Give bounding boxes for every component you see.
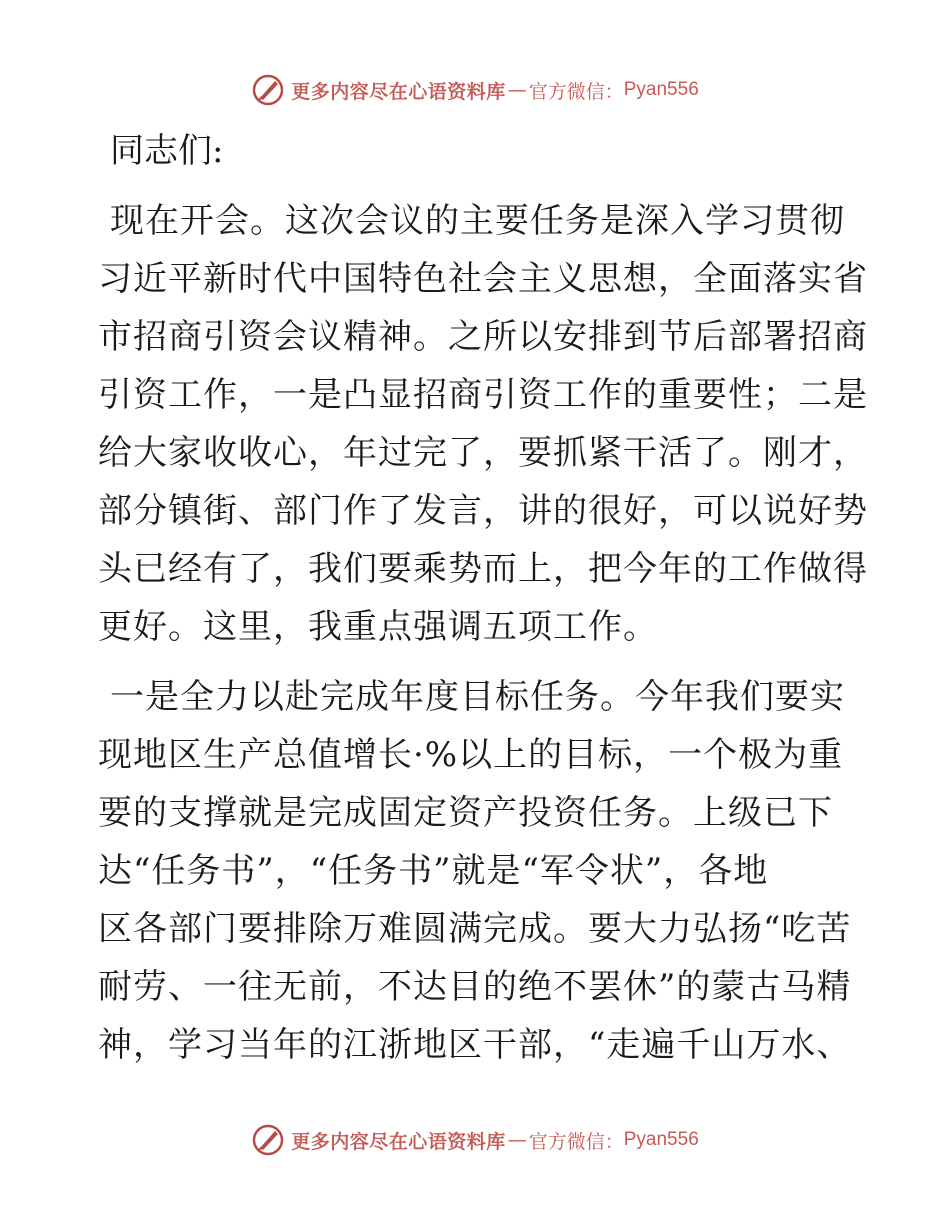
salutation: 同志们: — [110, 131, 224, 171]
paragraph-line: 习近平新时代中国特色社会主义思想，全面落实省 — [98, 259, 868, 299]
banner-separator: — — [507, 79, 527, 101]
header-banner — [0, 70, 950, 110]
paragraph-line: 现在开会。这次会议的主要任务是深入学习贯彻 — [110, 201, 845, 241]
paragraph-1 — [98, 192, 868, 656]
paragraph-line: 更好。这里，我重点强调五项工作。 — [98, 607, 658, 647]
paragraph-line: 达“任务书”，“任务书”就是“军令状”，各地 — [98, 851, 769, 891]
paragraph-line: 现地区生产总值增长·%以上的目标，一个极为重 — [98, 735, 844, 775]
banner-label: 官方微信： — [528, 1130, 624, 1153]
paragraph-line: 一是全力以赴完成年度目标任务。今年我们要实 — [110, 677, 845, 717]
banner-wechat-id: Pyan556 — [623, 1129, 699, 1150]
paragraph-2 — [98, 668, 858, 1074]
banner-wechat-id: Pyan556 — [623, 79, 699, 100]
paragraph-line: 耐劳、一往无前，不达目的绝不罢休”的蒙古马精 — [98, 967, 852, 1007]
paragraph-line: 给大家收收心，年过完了，要抓紧干活了。刚才， — [98, 433, 868, 473]
paragraph-line: 要的支撑就是完成固定资产投资任务。上级已下 — [98, 793, 833, 833]
banner-label: 官方微信： — [528, 80, 624, 103]
footer-banner — [0, 1120, 950, 1160]
paragraph-line: 引资工作，一是凸显招商引资工作的重要性；二是 — [98, 375, 868, 415]
document-body — [98, 122, 868, 1086]
banner-title: 更多内容尽在心语资料库 — [291, 80, 506, 103]
banner-title: 更多内容尽在心语资料库 — [291, 1130, 506, 1153]
quill-logo-icon — [251, 1123, 285, 1157]
paragraph-line: 神，学习当年的江浙地区干部，“走遍千山万水、 — [98, 1025, 852, 1065]
paragraph-line: 市招商引资会议精神。之所以安排到节后部署招商 — [98, 317, 868, 357]
banner-separator: — — [507, 1129, 527, 1151]
paragraph-line: 区各部门要排除万难圆满完成。要大力弘扬“吃苦 — [98, 909, 852, 949]
paragraph-line: 头已经有了，我们要乘势而上，把今年的工作做得 — [98, 549, 868, 589]
paragraph-line: 部分镇街、部门作了发言，讲的很好，可以说好势 — [98, 491, 868, 531]
quill-logo-icon — [251, 73, 285, 107]
